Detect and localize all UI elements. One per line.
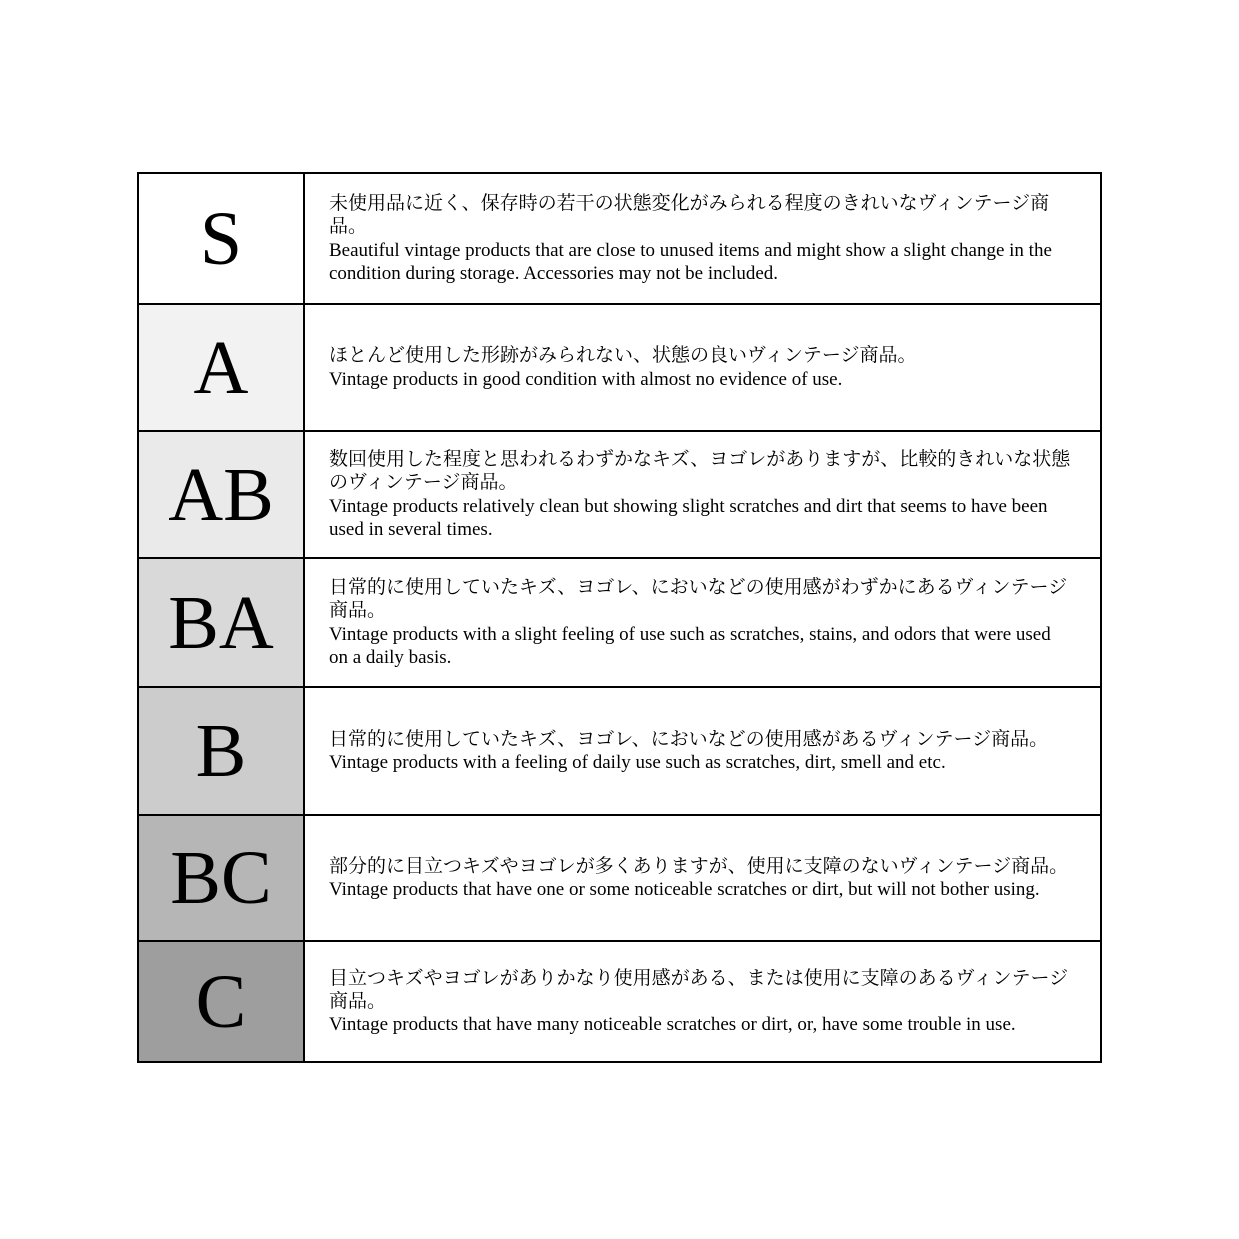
description-cell [304,815,1101,941]
description-english: Vintage products in good condition with almost no evidence of use. [329,368,843,390]
description-cell [304,173,1101,304]
grade-cell [138,304,304,431]
grade-cell [138,687,304,815]
table-row [138,304,1101,431]
grade-cell [138,173,304,304]
condition-grade-table [137,172,1102,1063]
grade-label: AB [168,452,274,537]
grade-label: BA [168,580,274,665]
description-cell [304,687,1101,815]
table-row [138,941,1101,1062]
description-cell [304,431,1101,558]
table-row [138,687,1101,815]
grade-cell [138,558,304,687]
grade-label: C [195,959,247,1044]
description-cell [304,304,1101,431]
description-english: Vintage products relatively clean but showing slight scratches and dirt that seems to have been used in several times. [329,495,1048,540]
table-row [138,431,1101,558]
description-cell [304,558,1101,687]
table-row [138,815,1101,941]
grade-cell [138,941,304,1062]
description-english: Vintage products that have many noticeable scratches or dirt, or, have some trouble in use. [329,1014,1016,1036]
description-japanese: ほとんど使用した形跡がみられない、状態の良いヴィンテージ商品。 [329,345,917,367]
description-english: Vintage products that have one or some noticeable scratches or dirt, but will not bother using. [329,879,1040,900]
grade-label: BC [170,836,272,920]
description-cell [304,941,1101,1062]
description-english: Vintage products with a slight feeling of use such as scratches, stains, and odors that were used on a daily basis. [329,623,1051,668]
description-japanese: 日常的に使用していたキズ、ヨゴレ、においなどの使用感がわずかにあるヴィンテージ商品。 [329,577,1068,622]
description-japanese: 数回使用した程度と思われるわずかなキズ、ヨゴレがありますが、比較的きれいな状態のヴィンテージ商品。 [329,449,1071,494]
description-japanese: 部分的に目立つキズやヨゴレが多くありますが、使用に支障のないヴィンテージ商品。 [329,855,1069,877]
grade-cell [138,431,304,558]
description-japanese: 未使用品に近く、保存時の若干の状態変化がみられる程度のきれいなヴィンテージ商品。 [329,193,1050,238]
table-row [138,173,1101,304]
description-english: Beautiful vintage products that are close to unused items and might show a slight change in the condition during storage. Accessories may not be included. [329,239,1052,284]
grade-label: B [195,709,247,793]
description-japanese: 日常的に使用していたキズ、ヨゴレ、においなどの使用感があるヴィンテージ商品。 [329,728,1049,750]
grade-label: S [199,196,243,281]
table-row [138,558,1101,687]
grade-label: A [193,325,249,410]
grade-cell [138,815,304,941]
description-japanese: 目立つキズやヨゴレがありかなり使用感がある、または使用に支障のあるヴィンテージ商品。 [329,967,1069,1012]
description-english: Vintage products with a feeling of daily use such as scratches, dirt, smell and etc. [329,752,946,773]
